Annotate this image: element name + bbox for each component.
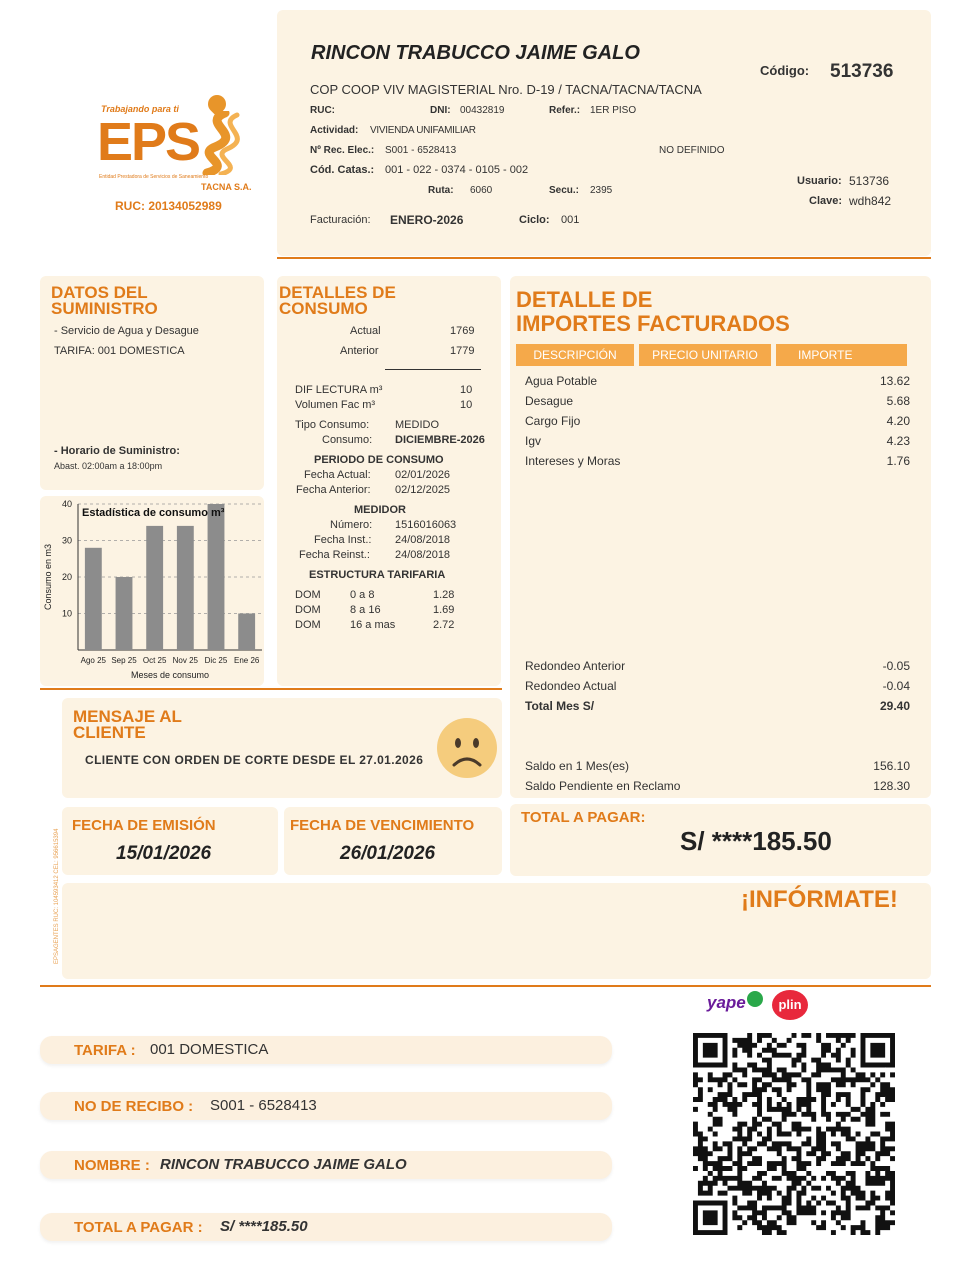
- importe-value: 5.68: [886, 394, 910, 408]
- stub-nombre-label: NOMBRE :: [74, 1157, 150, 1174]
- refer-label: Refer.:: [549, 105, 581, 116]
- mensaje-title: MENSAJE AL CLIENTE: [73, 707, 182, 742]
- emision-value: 15/01/2026: [116, 843, 212, 864]
- chart-bar: [85, 548, 102, 650]
- fecha-reinst-label: Fecha Reinst.:: [299, 549, 370, 561]
- logo-ruc: RUC: 20134052989: [115, 199, 222, 213]
- importe-value: 4.20: [886, 414, 910, 428]
- ciclo-value: 001: [561, 214, 580, 226]
- medidor-title: MEDIDOR: [354, 504, 406, 516]
- redondeo-actual-row: [525, 679, 910, 695]
- stub-total: [40, 1213, 612, 1241]
- consumo-title: DETALLES DE CONSUMO: [279, 283, 396, 318]
- actual-value: 1769: [450, 325, 475, 337]
- mensaje-text: CLIENTE CON ORDEN DE CORTE DESDE EL 27.01.2026: [85, 753, 424, 767]
- clave-label: Clave:: [809, 195, 843, 207]
- reclamo-label: Saldo Pendiente en Reclamo: [525, 779, 681, 793]
- rec-elec-label: Nº Rec. Elec.:: [310, 145, 375, 156]
- tarifa-tipo: DOM: [295, 589, 321, 601]
- importe-row: [525, 434, 910, 450]
- ruc-label: RUC:: [310, 105, 335, 116]
- tarifa-precio: 2.72: [433, 619, 455, 631]
- importe-label: Desague: [525, 394, 574, 408]
- actividad-value: VIVIENDA UNIFAMILIAR: [370, 125, 476, 136]
- fecha-anterior-value: 02/12/2025: [395, 484, 451, 496]
- consumo-label: Consumo:: [322, 434, 373, 446]
- header-divider: [277, 257, 931, 259]
- tipo-value: MEDIDO: [395, 419, 439, 431]
- anterior-label: Anterior: [340, 345, 379, 357]
- dif-label: DIF LECTURA m³: [295, 384, 383, 396]
- tarifa-tipo: DOM: [295, 619, 321, 631]
- tarifa-rango: 8 a 16: [350, 604, 381, 616]
- stub-total-label: TOTAL A PAGAR :: [74, 1219, 203, 1236]
- dni-value: 00432819: [460, 105, 505, 116]
- chart-xtick-label: Ene 26: [233, 656, 260, 665]
- importe-label: Intereses y Moras: [525, 454, 621, 468]
- side-vertical-text: EPSAGENTES RUC: 104593412 CEL: 956615394: [54, 828, 60, 964]
- yape-text: yape: [707, 993, 746, 1012]
- consumo-divider: [385, 369, 481, 370]
- secu-label: Secu.:: [549, 185, 580, 196]
- vol-label: Volumen Fac m³: [295, 399, 376, 411]
- chart-bar: [116, 577, 133, 650]
- col-header-precio: PRECIO UNITARIO: [639, 344, 771, 366]
- saldo-row: [525, 759, 910, 775]
- codigo-value: 513736: [830, 61, 894, 82]
- chart-x-axis-label: Meses de consumo: [130, 670, 210, 680]
- yape-logo: [707, 991, 763, 1017]
- payment-qr-code[interactable]: [693, 1033, 895, 1235]
- chart-xtick-label: Nov 25: [172, 656, 199, 665]
- total-value: S/ ****185.50: [680, 826, 832, 856]
- importe-label: Cargo Fijo: [525, 414, 581, 428]
- chart-title: Estadística de consumo m³: [82, 507, 225, 519]
- vencimiento-label: FECHA DE VENCIMIENTO: [290, 817, 475, 834]
- actividad-label: Actividad:: [310, 125, 359, 136]
- usuario-label: Usuario:: [797, 175, 842, 187]
- importe-row: [525, 394, 910, 410]
- chart-xtick-label: Dic 25: [204, 656, 228, 665]
- chart-ytick-label: 30: [61, 535, 72, 546]
- logo-river-icon: [195, 111, 255, 175]
- stub-tarifa: [40, 1036, 612, 1064]
- no-definido: NO DEFINIDO: [659, 145, 725, 156]
- col-header-descripcion: DESCRIPCIÓN: [516, 344, 634, 366]
- tarifa-rango: 0 a 8: [350, 589, 375, 601]
- importe-row: [525, 454, 910, 470]
- chart-y-axis-label: Consumo en m3: [43, 543, 53, 611]
- tarifa-rango: 16 a mas: [350, 619, 396, 631]
- suministro-title: DATOS DEL SUMINISTRO: [51, 283, 158, 318]
- customer-name: RINCON TRABUCCO JAIME GALO: [311, 42, 640, 64]
- reclamo-value: 128.30: [873, 779, 910, 793]
- logo-subtitle: Entidad Prestadora de Servicios de Saneamiento: [99, 174, 209, 180]
- stub-nombre-value: RINCON TRABUCCO JAIME GALO: [160, 1156, 407, 1173]
- logo-text: EPS: [97, 112, 200, 172]
- horario-label: - Horario de Suministro:: [54, 445, 180, 457]
- actual-label: Actual: [350, 325, 381, 337]
- logo-tagline: Trabajando para ti: [101, 104, 179, 114]
- fecha-reinst-value: 24/08/2018: [395, 549, 451, 561]
- importes-title-1: DETALLE DE: [516, 287, 653, 312]
- stub-recibo: [40, 1092, 612, 1120]
- facturacion-value: ENERO-2026: [390, 213, 464, 227]
- chart-bar: [238, 614, 255, 651]
- reclamo-row: [525, 779, 910, 795]
- importe-value: 13.62: [879, 374, 910, 388]
- total-label: TOTAL A PAGAR:: [521, 809, 646, 826]
- fecha-inst-label: Fecha Inst.:: [314, 534, 372, 546]
- company-logo: [95, 95, 260, 220]
- chart-bar: [177, 526, 194, 650]
- catas-label: Cód. Catas.:: [310, 164, 375, 176]
- plin-text: plin: [778, 997, 802, 1012]
- estructura-title: ESTRUCTURA TARIFARIA: [309, 569, 446, 581]
- saldo-label: Saldo en 1 Mes(es): [525, 759, 630, 773]
- refer-value: 1ER PISO: [590, 105, 637, 116]
- tarifa-precio: 1.69: [433, 604, 455, 616]
- ruta-label: Ruta:: [428, 185, 454, 196]
- total-mes-row: [525, 699, 910, 715]
- emision-label: FECHA DE EMISIÓN: [72, 817, 216, 834]
- importe-value: 4.23: [886, 434, 910, 448]
- importe-label: Agua Potable: [525, 374, 598, 388]
- consumo-value: DICIEMBRE-2026: [395, 434, 485, 446]
- stub-recibo-value: S001 - 6528413: [210, 1097, 317, 1114]
- sad-face-icon: [436, 717, 498, 779]
- chart-bar: [208, 504, 225, 650]
- fecha-inst-value: 24/08/2018: [395, 534, 451, 546]
- redondeo-actual-label: Redondeo Actual: [525, 679, 617, 693]
- periodo-title: PERIODO DE CONSUMO: [314, 454, 444, 466]
- stub-tarifa-value: 001 DOMESTICA: [150, 1041, 269, 1058]
- middle-divider: [40, 688, 502, 690]
- tipo-label: Tipo Consumo:: [295, 419, 370, 431]
- yape-badge-icon: [747, 991, 763, 1007]
- chart-ytick-label: 10: [61, 608, 72, 619]
- chart-xtick-label: Oct 25: [142, 656, 167, 665]
- ruta-value: 6060: [470, 185, 493, 196]
- total-mes-label: Total Mes S/: [525, 699, 595, 713]
- importes-title-2: IMPORTES FACTURADOS: [516, 311, 790, 336]
- chart-ytick-label: 40: [61, 499, 72, 509]
- importe-label: Igv: [525, 434, 542, 448]
- dif-value: 10: [460, 384, 473, 396]
- redondeo-actual-value: -0.04: [882, 679, 910, 693]
- stub-tarifa-label: TARIFA :: [74, 1042, 136, 1059]
- redondeo-anterior-label: Redondeo Anterior: [525, 659, 626, 673]
- vol-value: 10: [460, 399, 473, 411]
- suministro-tarifa: TARIFA: 001 DOMESTICA: [54, 345, 185, 357]
- vencimiento-value: 26/01/2026: [340, 843, 436, 864]
- stub-total-value: S/ ****185.50: [220, 1218, 308, 1235]
- logo-city: TACNA S.A.: [201, 182, 252, 192]
- dni-label: DNI:: [430, 105, 451, 116]
- customer-address: COP COOP VIV MAGISTERIAL Nro. D-19 / TACNA/TACNA/TACNA: [310, 82, 702, 97]
- importe-row: [525, 374, 910, 390]
- fecha-anterior-label: Fecha Anterior:: [296, 484, 371, 496]
- chart-bar: [146, 526, 163, 650]
- rec-elec-value: S001 - 6528413: [385, 145, 457, 156]
- horario-value: Abast. 02:00am a 18:00pm: [54, 461, 163, 471]
- secu-value: 2395: [590, 185, 613, 196]
- anterior-value: 1779: [450, 345, 475, 357]
- qr-modules: [693, 1033, 895, 1235]
- redondeo-anterior-value: -0.05: [882, 659, 910, 673]
- col-header-importe: IMPORTE: [776, 344, 907, 366]
- numero-label: Número:: [330, 519, 373, 531]
- chart-xtick-label: Sep 25: [111, 656, 137, 665]
- fecha-actual-value: 02/01/2026: [395, 469, 451, 481]
- chart-ytick-label: 20: [61, 572, 72, 582]
- stub-recibo-label: NO DE RECIBO :: [74, 1098, 194, 1115]
- importe-row: [525, 414, 910, 430]
- ciclo-label: Ciclo:: [519, 214, 550, 226]
- importe-value: 1.76: [886, 454, 910, 468]
- bottom-divider: [40, 985, 931, 987]
- usuario-value: 513736: [849, 174, 890, 188]
- total-mes-value: 29.40: [879, 699, 910, 713]
- stub-nombre: [40, 1151, 612, 1179]
- redondeo-anterior-row: [525, 659, 910, 675]
- tarifa-precio: 1.28: [433, 589, 455, 601]
- catas-value: 001 - 022 - 0374 - 0105 - 002: [385, 164, 529, 176]
- chart-xtick-label: Ago 25: [80, 656, 107, 665]
- fecha-actual-label: Fecha Actual:: [304, 469, 371, 481]
- consumption-chart: [40, 496, 264, 686]
- codigo-label: Código:: [760, 63, 810, 78]
- numero-value: 1516016063: [395, 519, 457, 531]
- facturacion-label: Facturación:: [310, 214, 371, 226]
- plin-logo: [772, 990, 808, 1020]
- informate-title: ¡INFÓRMATE!: [741, 886, 898, 913]
- clave-value: wdh842: [849, 194, 892, 208]
- saldo-value: 156.10: [873, 759, 910, 773]
- tarifa-tipo: DOM: [295, 604, 321, 616]
- suministro-servicio: - Servicio de Agua y Desague: [54, 325, 199, 337]
